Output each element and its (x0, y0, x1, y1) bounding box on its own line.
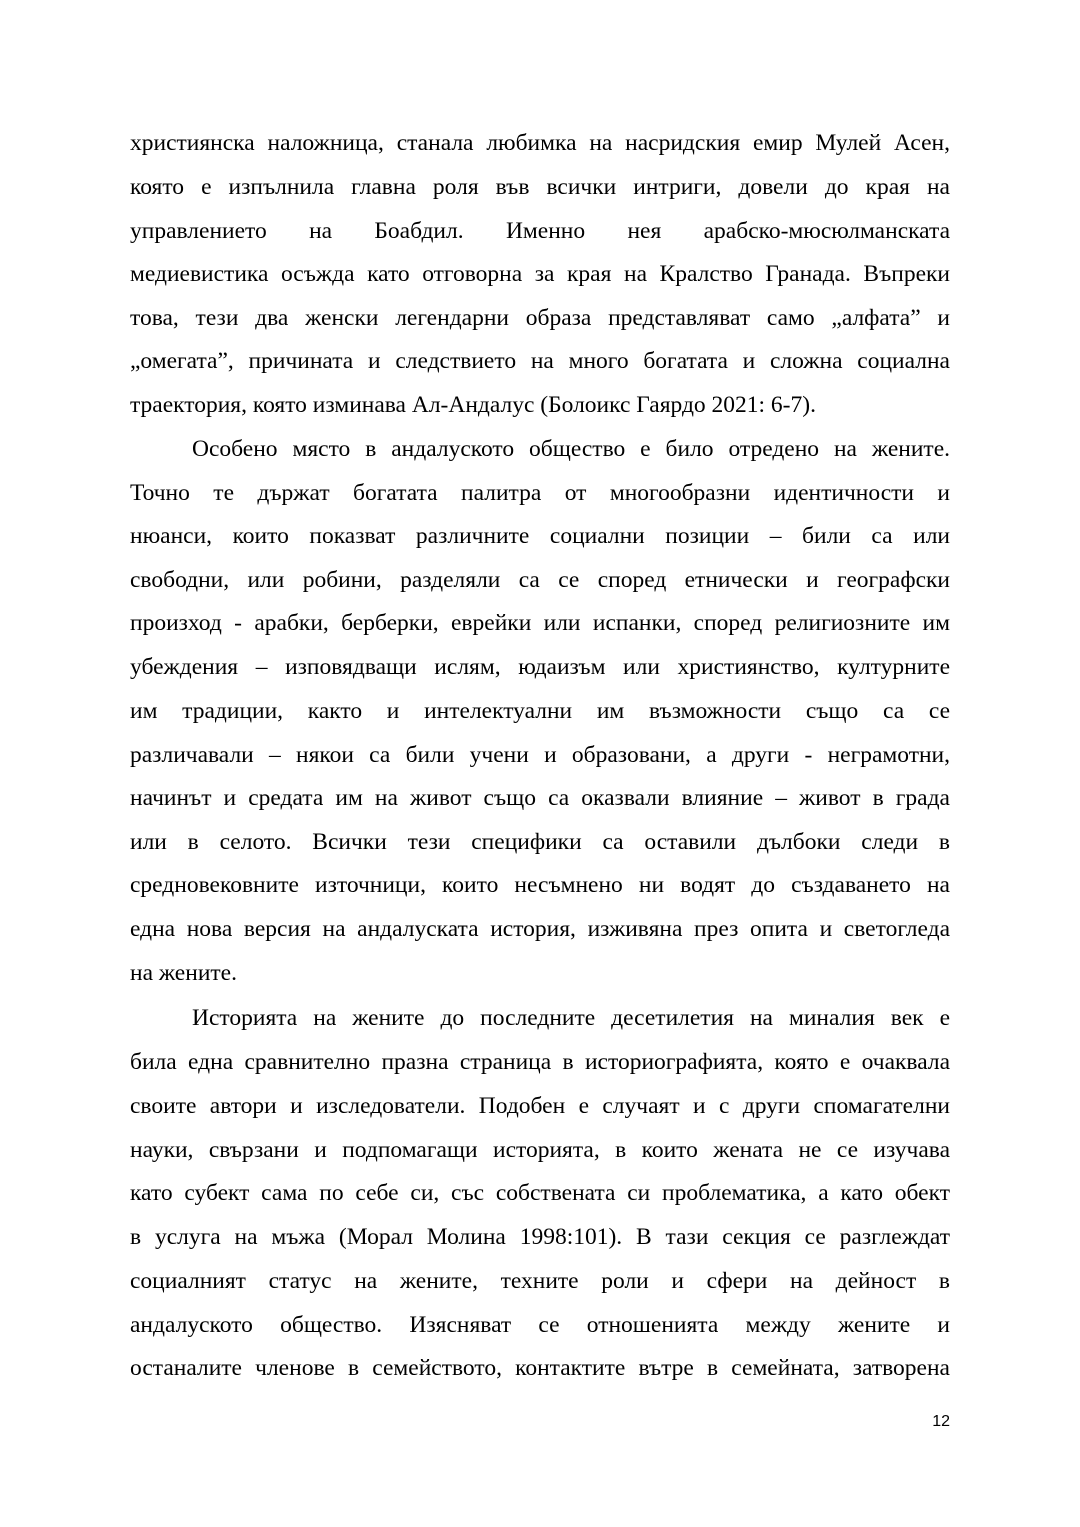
text-line: различавали – някои са били учени и образовани, а други - неграмотни, (130, 742, 950, 768)
text-line: една нова версия на андалуската история, изживяна през опита и светогледа (130, 916, 950, 942)
text-line: произход - арабки, берберки, еврейки или испанки, според религиозните им (130, 610, 950, 636)
text-line: науки, свързани и подпомагащи историята, в които жената не се изучава (130, 1137, 950, 1163)
text-line: медиевистика осъжда като отговорна за края на Кралство Гранада. Въпреки (130, 261, 950, 287)
text-line: своите автори и изследователи. Подобен е случаят и с други спомагателни (130, 1093, 950, 1119)
text-line: християнска наложница, станала любимка на насридския емир Мулей Асен, (130, 130, 950, 156)
text-line: социалният статус на жените, техните роли и сфери на дейност в (130, 1268, 950, 1294)
text-line: или в селото. Всички тези специфики са оставили дълбоки следи в (130, 829, 950, 855)
text-line: останалите членове в семейството, контактите вътре в семейната, затворена (130, 1355, 950, 1381)
text-line: Особено място в андалуското общество е било отредено на жените. (192, 436, 950, 462)
text-line: управлението на Боабдил. Именно нея арабско-мюсюлманската (130, 218, 950, 244)
text-line: траектория, която изминава Ал-Андалус (Болоикс Гаярдо 2021: 6-7). (130, 392, 816, 418)
text-line: на жените. (130, 960, 237, 986)
page-number: 12 (932, 1413, 950, 1430)
text-line: била една сравнително празна страница в историографията, която е очаквала (130, 1049, 950, 1075)
text-line: Точно те държат богатата палитра от многообразни идентичности и (130, 480, 950, 506)
text-line: като субект сама по себе си, със собствената си проблематика, а като обект (130, 1180, 950, 1206)
text-line: нюанси, които показват различните социални позиции – били са или (130, 523, 950, 549)
text-line: която е изпълнила главна роля във всички интриги, довели до края на (130, 174, 950, 200)
text-line: средновековните източници, които несъмнено ни водят до създаването на (130, 872, 950, 898)
text-line: „омегата”, причината и следствието на много богатата и сложна социална (130, 348, 950, 374)
text-line: това, тези два женски легендарни образа представляват само „алфата” и (130, 305, 950, 331)
text-line: начинът и средата им на живот също са оказвали влияние – живот в града (130, 785, 950, 811)
text-line: им традиции, както и интелектуални им възможности също са се (130, 698, 950, 724)
text-line: андалуското общество. Изясняват се отношенията между жените и (130, 1312, 950, 1338)
text-line: свободни, или робини, разделяли са се според етнически и географски (130, 567, 950, 593)
text-line: в услуга на мъжа (Морал Молина 1998:101). В тази секция се разглеждат (130, 1224, 950, 1250)
text-line: убеждения – изповядващи ислям, юдаизъм или християнство, културните (130, 654, 950, 680)
text-line: Историята на жените до последните десетилетия на миналия век е (192, 1005, 950, 1031)
